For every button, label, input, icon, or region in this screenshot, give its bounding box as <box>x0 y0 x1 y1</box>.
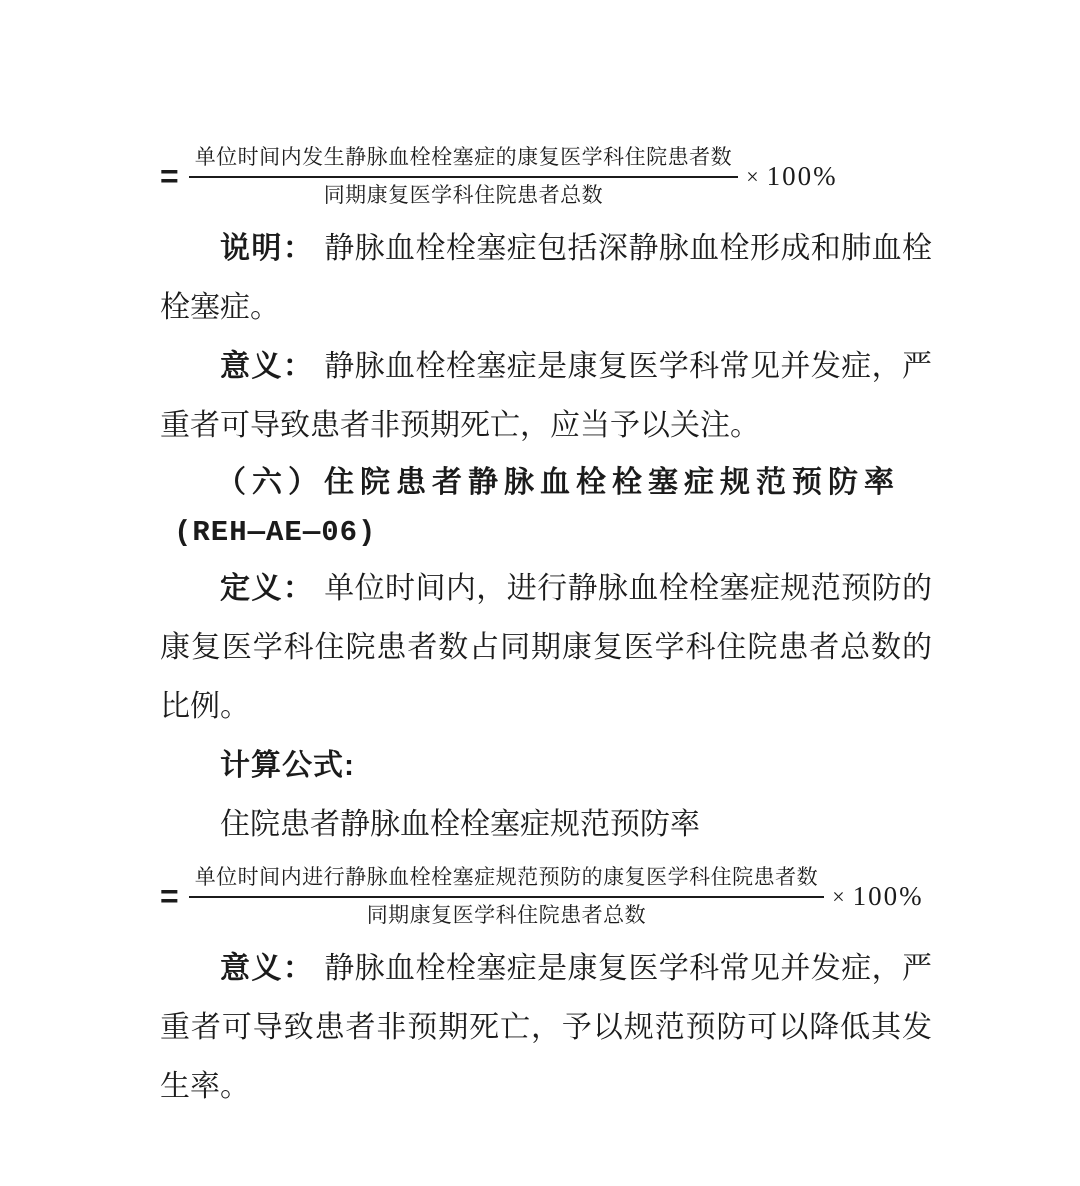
fraction-denominator: 同期康复医学科住院患者总数 <box>366 903 647 927</box>
paragraph-note <box>160 219 932 337</box>
note-text: 静脉血栓栓塞症包括深静脉血栓形成和肺血栓栓塞症。 <box>160 232 933 324</box>
section-six-heading: （六）住院患者静脉血栓栓塞症规范预防率 <box>216 466 900 499</box>
paragraph-calc-formula-label <box>160 736 932 795</box>
paragraph-significance-1 <box>160 337 932 455</box>
calc-formula-label: 计算公式: <box>220 749 355 782</box>
significance-2-label: 意义： <box>220 952 315 985</box>
formula-title-line <box>160 795 932 854</box>
paragraph-significance-2 <box>160 939 932 1116</box>
paragraph-definition <box>160 559 932 736</box>
fraction-denominator: 同期康复医学科住院患者总数 <box>323 183 604 207</box>
formula-title-text: 住院患者静脉血栓栓塞症规范预防率 <box>220 808 700 841</box>
fraction-numerator: 单位时间内进行静脉血栓栓塞症规范预防的康复医学科住院患者数 <box>189 864 825 898</box>
formula-vte-prevention-rate <box>160 854 932 929</box>
significance-2-text: 静脉血栓栓塞症是康复医学科常见并发症，严重者可导致患者非预期死亡，予以规范预防可以降低其发生率。 <box>160 952 933 1103</box>
fraction <box>189 144 739 209</box>
significance-1-label: 意义： <box>220 350 315 383</box>
note-label: 说明： <box>220 232 315 265</box>
formula-vte-incidence-rate <box>160 134 932 209</box>
significance-1-text: 静脉血栓栓塞症是康复医学科常见并发症，严重者可导致患者非预期死亡，应当予以关注。 <box>160 350 933 442</box>
equals-sign: = <box>160 878 179 914</box>
multiply-sign: × <box>746 163 759 189</box>
percent-value: 100% <box>852 881 924 911</box>
definition-label: 定义： <box>220 572 315 605</box>
equals-sign: = <box>160 158 179 194</box>
fraction-numerator: 单位时间内发生静脉血栓栓塞症的康复医学科住院患者数 <box>189 144 739 178</box>
percent-value: 100% <box>766 161 838 191</box>
indicator-code: (REH—AE—06) <box>174 516 377 549</box>
definition-text: 单位时间内，进行静脉血栓栓塞症规范预防的康复医学科住院患者数占同期康复医学科住院患者总数的比例。 <box>160 572 933 723</box>
fraction <box>189 864 825 929</box>
multiply-sign: × <box>832 883 845 909</box>
